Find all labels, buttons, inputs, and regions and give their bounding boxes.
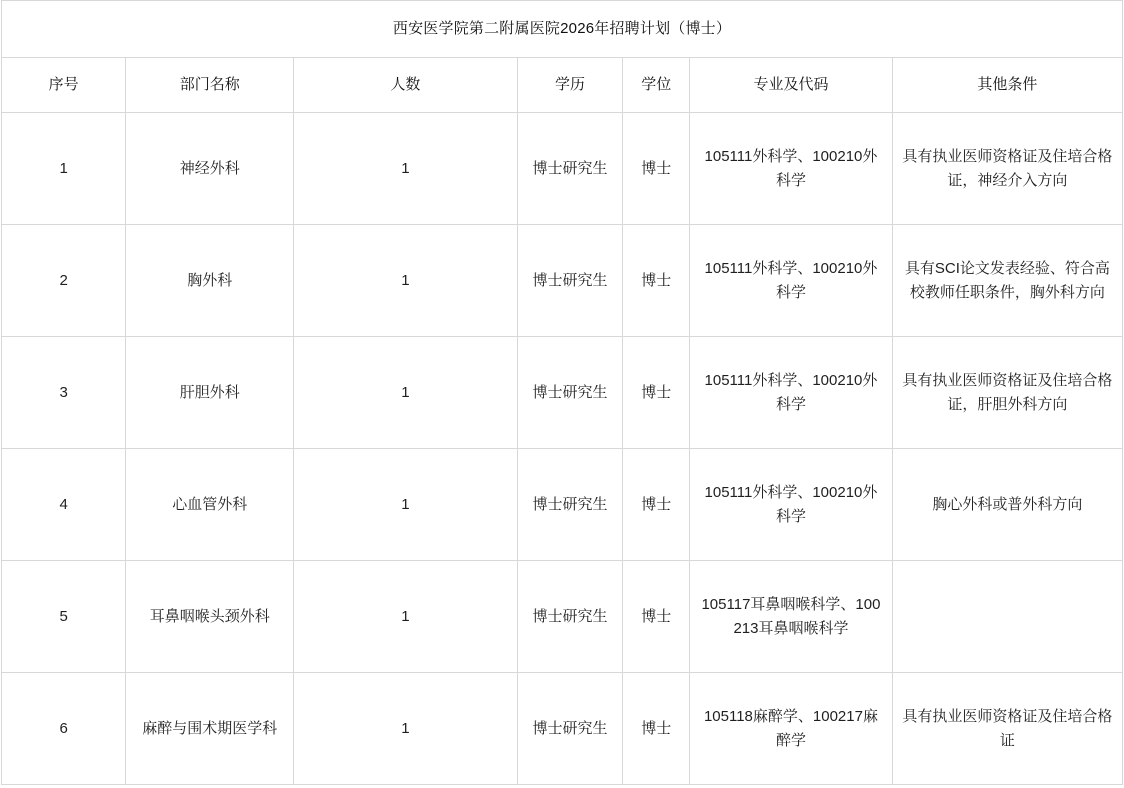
cell-dept: 耳鼻咽喉头颈外科	[126, 561, 294, 673]
column-header-other: 其他条件	[892, 58, 1122, 113]
cell-education: 博士研究生	[517, 113, 623, 225]
cell-no: 4	[2, 449, 126, 561]
cell-count: 1	[294, 561, 517, 673]
cell-major: 105117耳鼻咽喉科学、100213耳鼻咽喉科学	[690, 561, 893, 673]
cell-major: 105118麻醉学、100217麻醉学	[690, 673, 893, 785]
cell-count: 1	[294, 113, 517, 225]
column-header-row	[2, 58, 1123, 113]
cell-other	[892, 561, 1122, 673]
cell-degree: 博士	[623, 113, 690, 225]
cell-education: 博士研究生	[517, 449, 623, 561]
column-header-dept: 部门名称	[126, 58, 294, 113]
title-row	[2, 1, 1123, 58]
cell-count: 1	[294, 449, 517, 561]
table-row	[2, 561, 1123, 673]
cell-major: 105111外科学、100210外科学	[690, 449, 893, 561]
cell-dept: 胸外科	[126, 225, 294, 337]
table-row	[2, 225, 1123, 337]
cell-other: 胸心外科或普外科方向	[892, 449, 1122, 561]
cell-no: 5	[2, 561, 126, 673]
page-title: 西安医学院第二附属医院2026年招聘计划（博士）	[2, 1, 1123, 58]
cell-no: 6	[2, 673, 126, 785]
table-row	[2, 449, 1123, 561]
cell-count: 1	[294, 337, 517, 449]
cell-education: 博士研究生	[517, 337, 623, 449]
table-row	[2, 673, 1123, 785]
cell-degree: 博士	[623, 449, 690, 561]
cell-no: 2	[2, 225, 126, 337]
cell-degree: 博士	[623, 225, 690, 337]
table-body	[2, 113, 1123, 785]
column-header-count: 人数	[294, 58, 517, 113]
cell-degree: 博士	[623, 561, 690, 673]
cell-other: 具有SCI论文发表经验、符合高校教师任职条件，胸外科方向	[892, 225, 1122, 337]
cell-dept: 麻醉与围术期医学科	[126, 673, 294, 785]
column-header-major: 专业及代码	[690, 58, 893, 113]
cell-no: 3	[2, 337, 126, 449]
table-header	[2, 1, 1123, 113]
column-header-education: 学历	[517, 58, 623, 113]
cell-other: 具有执业医师资格证及住培合格证	[892, 673, 1122, 785]
table-row	[2, 113, 1123, 225]
cell-education: 博士研究生	[517, 561, 623, 673]
cell-degree: 博士	[623, 673, 690, 785]
cell-dept: 肝胆外科	[126, 337, 294, 449]
cell-other: 具有执业医师资格证及住培合格证，肝胆外科方向	[892, 337, 1122, 449]
column-header-degree: 学位	[623, 58, 690, 113]
cell-major: 105111外科学、100210外科学	[690, 337, 893, 449]
cell-education: 博士研究生	[517, 673, 623, 785]
table-row	[2, 337, 1123, 449]
cell-count: 1	[294, 225, 517, 337]
cell-count: 1	[294, 673, 517, 785]
column-header-no: 序号	[2, 58, 126, 113]
cell-no: 1	[2, 113, 126, 225]
cell-major: 105111外科学、100210外科学	[690, 113, 893, 225]
cell-major: 105111外科学、100210外科学	[690, 225, 893, 337]
cell-dept: 神经外科	[126, 113, 294, 225]
cell-dept: 心血管外科	[126, 449, 294, 561]
cell-degree: 博士	[623, 337, 690, 449]
cell-other: 具有执业医师资格证及住培合格证，神经介入方向	[892, 113, 1122, 225]
recruitment-plan-table	[1, 0, 1123, 785]
cell-education: 博士研究生	[517, 225, 623, 337]
